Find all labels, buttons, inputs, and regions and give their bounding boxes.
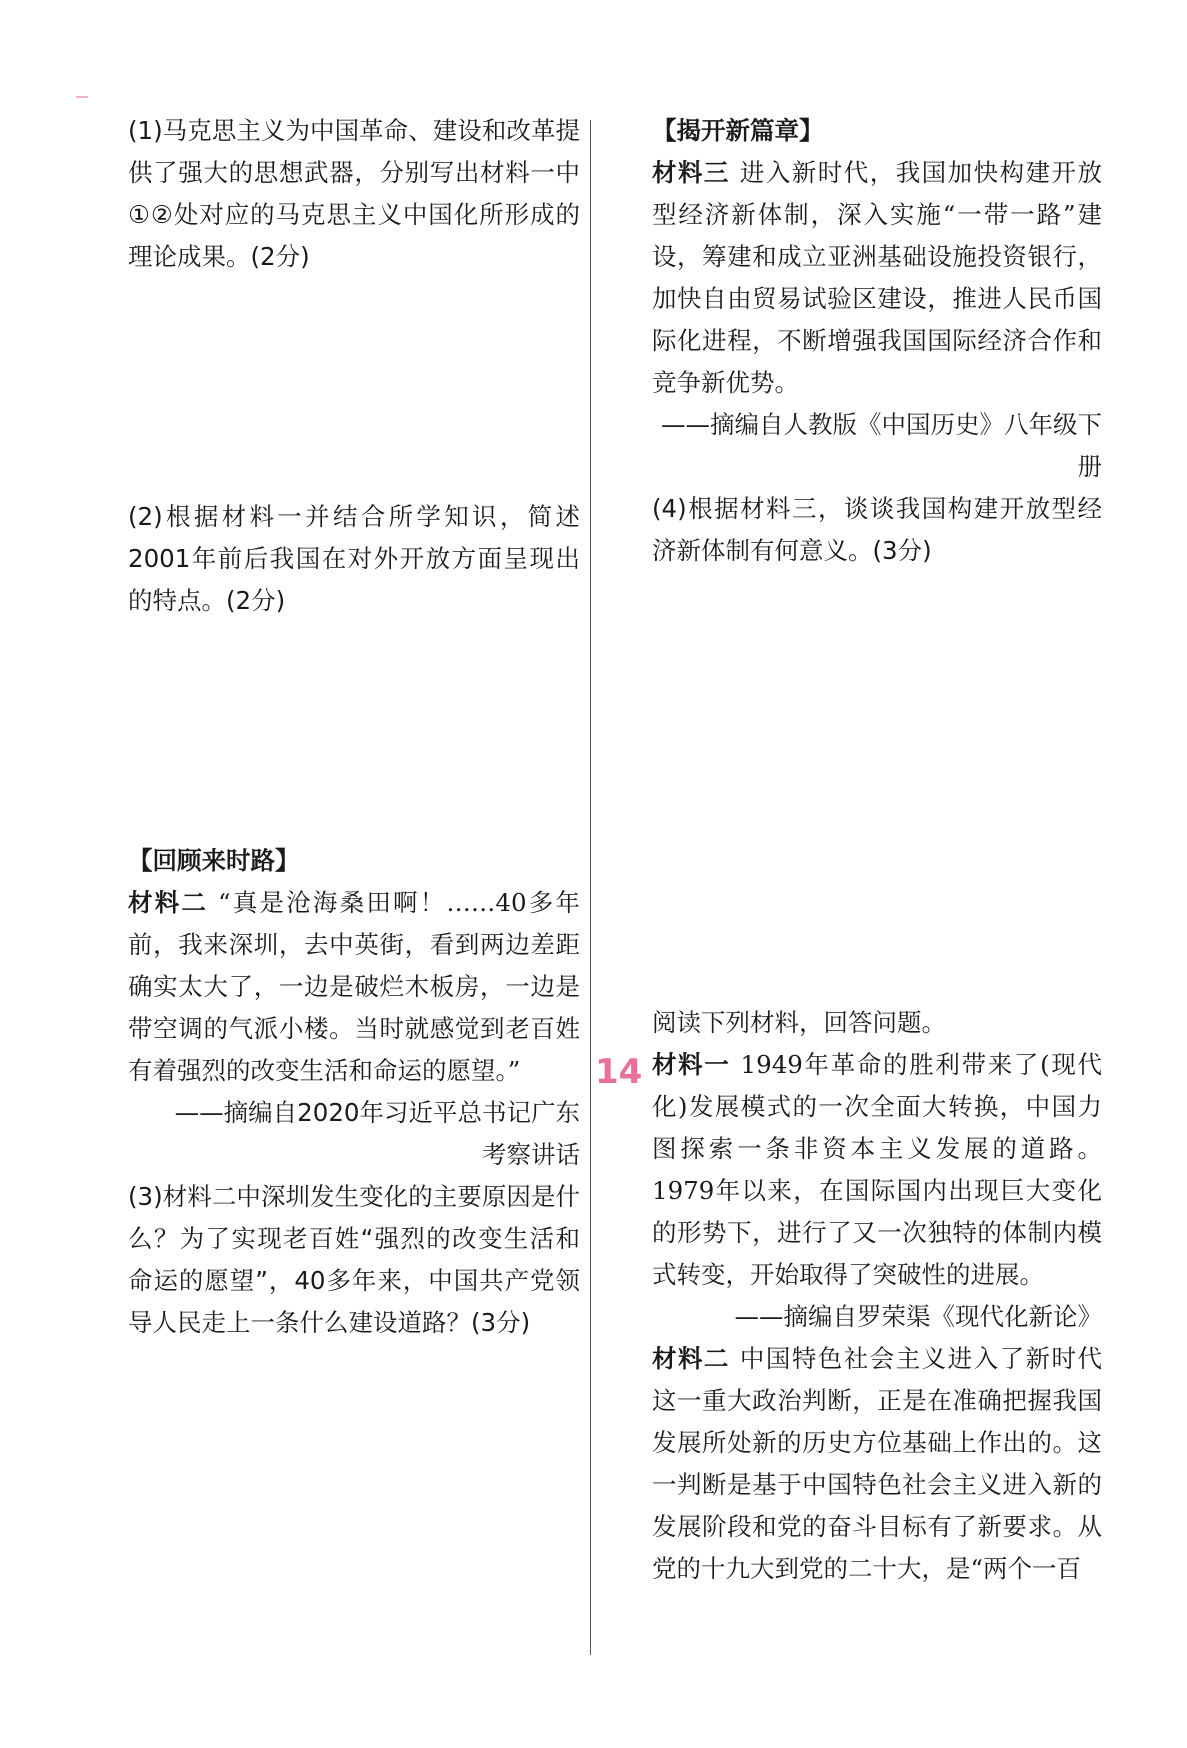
material-3-text: 进入新时代，我国加快构建开放型经济新体制，深入实施“一带一路”建设，筹建和成立亚洲基础设施投资银行，加快自由贸易试验区建设，推进人民币国际化进程，不断增强我国国际经济合作和竞争新优势。 (652, 158, 1102, 397)
q14-material-1-source: ——摘编自罗荣渠《现代化新论》 (734, 1302, 1102, 1331)
question-3: (3)材料二中深圳发生变化的主要原因是什么？为了实现老百姓“强烈的改变生活和命运的愿望”，40多年来，中国共产党领导人民走上一条什么建设道路？(3分) (128, 1182, 580, 1337)
q14-material-2-label: 材料二 (652, 1344, 730, 1373)
q14-material-2-paragraph (652, 1338, 1102, 1590)
q14-material-1-text: 1949年革命的胜利带来了(现代化)发展模式的一次全面大转换，中国力图探索一条非资本主义发展的道路。1979年以来，在国际国内出现巨大变化的形势下，进行了又一次独特的体制内模式转变，开始取得了突破性的进展。 (652, 1050, 1102, 1289)
material-3-label: 材料三 (652, 158, 730, 187)
material-2-label: 材料二 (128, 888, 209, 917)
question-2: (2)根据材料一并结合所学知识，简述2001年前后我国在对外开放方面呈现出的特点。(2分) (128, 502, 580, 615)
material-3-paragraph (652, 152, 1102, 404)
right-column (652, 110, 1102, 1590)
material-2-source-line-2: 考察讲话 (482, 1140, 580, 1169)
section-heading-review: 【回顾来时路】 (128, 846, 300, 875)
question-1: (1)马克思主义为中国革命、建设和改革提供了强大的思想武器，分别写出材料一中①②处对应的马克思主义中国化所形成的理论成果。(2分) (128, 116, 580, 271)
question-4: (4)根据材料三，谈谈我国构建开放型经济新体制有何意义。(3分) (652, 494, 1102, 565)
decorative-mark (76, 96, 88, 98)
material-2-source-line-1: ——摘编自2020年习近平总书记广东 (174, 1098, 580, 1127)
section-heading-new-chapter: 【揭开新篇章】 (652, 116, 824, 145)
left-column (128, 110, 580, 1344)
q14-material-1-paragraph (652, 1044, 1102, 1296)
material-2-paragraph (128, 882, 580, 1092)
q14-material-1-label: 材料一 (652, 1050, 731, 1079)
q14-material-2-text: 中国特色社会主义进入了新时代这一重大政治判断，正是在准确把握我国发展所处新的历史方位基础上作出的。这一判断是基于中国特色社会主义进入新的发展阶段和党的奋斗目标有了新要求。从党的十九大到党的二十大，是“两个一百 (652, 1344, 1102, 1583)
column-divider (590, 120, 591, 1655)
material-3-source: ——摘编自人教版《中国历史》八年级下册 (661, 410, 1102, 481)
question-number-14: 14 (595, 1052, 643, 1092)
material-2-text: “真是沧海桑田啊！……40多年前，我来深圳，去中英街，看到两边差距确实太大了，一边是破烂木板房，一边是带空调的气派小楼。当时就感觉到老百姓有着强烈的改变生活和命运的愿望。” (128, 888, 581, 1085)
question-14-prompt: 阅读下列材料，回答问题。 (652, 1008, 946, 1037)
